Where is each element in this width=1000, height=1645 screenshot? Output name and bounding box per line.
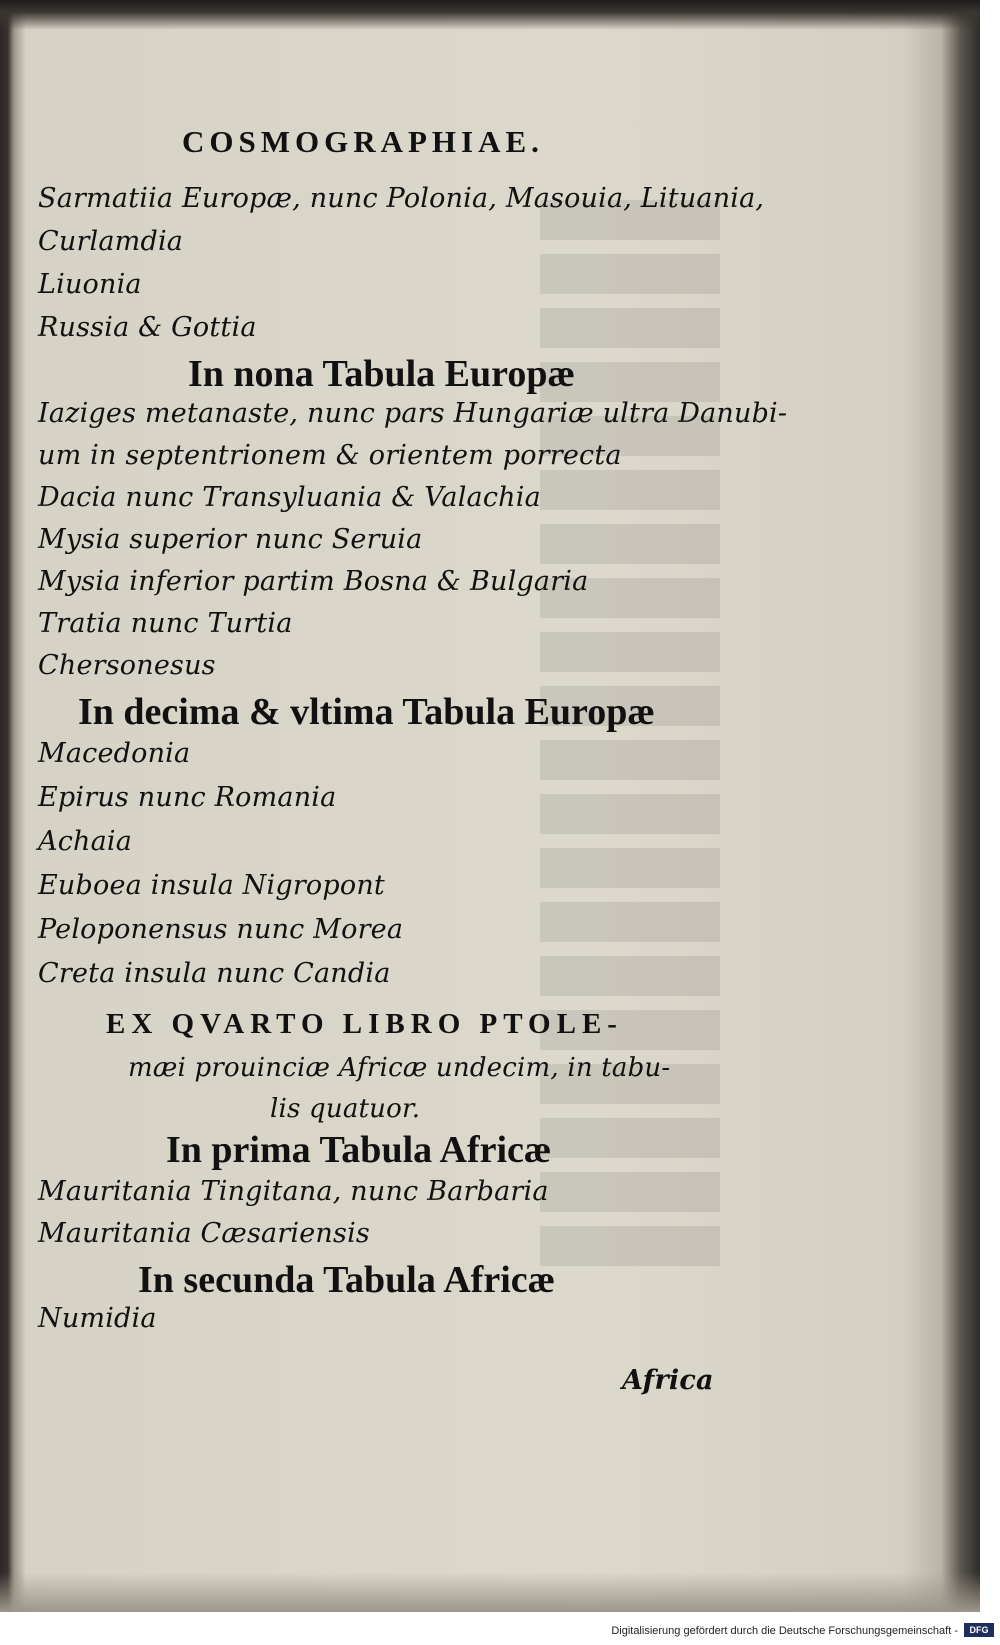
text-line: Mauritania Cæsariensis bbox=[38, 1218, 370, 1249]
text-line: Sarmatiia Europæ, nunc Polonia, Masouia, Lituania, bbox=[38, 183, 765, 214]
text-line: Macedonia bbox=[38, 738, 191, 769]
text-line: Peloponensus nunc Morea bbox=[38, 914, 404, 945]
book-section-subtitle: lis quatuor. bbox=[270, 1094, 421, 1124]
text-line: Tratia nunc Turtia bbox=[38, 608, 293, 639]
book-section-subtitle: mæi prouinciæ Africæ undecim, in tabu- bbox=[128, 1053, 671, 1083]
section-heading: In nona Tabula Europæ bbox=[188, 353, 575, 395]
text-line: Epirus nunc Romania bbox=[38, 782, 337, 813]
text-line: Euboea insula Nigropont bbox=[38, 870, 385, 901]
text-line: Dacia nunc Transyluania & Valachia bbox=[38, 482, 541, 513]
text-line: Mauritania Tingitana, nunc Barbaria bbox=[38, 1176, 549, 1207]
text-line: Iaziges metanaste, nunc pars Hungariæ ultra Danubi- bbox=[38, 398, 788, 429]
catchword: Africa bbox=[622, 1365, 714, 1396]
section-heading: In prima Tabula Africæ bbox=[166, 1129, 552, 1171]
text-line: Liuonia bbox=[38, 269, 142, 300]
footer-credit: Digitalisierung gefördert durch die Deutsche Forschungsgemeinschaft - bbox=[611, 1625, 958, 1637]
section-heading: In decima & vltima Tabula Europæ bbox=[78, 691, 655, 733]
book-section-title: EX QVARTO LIBRO PTOLE- bbox=[106, 1008, 623, 1040]
text-line: Chersonesus bbox=[38, 650, 216, 681]
text-line: Mysia inferior partim Bosna & Bulgaria bbox=[38, 566, 589, 597]
text-line: um in septentrionem & orientem porrecta bbox=[38, 440, 622, 471]
text-line: Creta insula nunc Candia bbox=[38, 958, 391, 989]
text-line: Numidia bbox=[38, 1303, 157, 1334]
text-line: Achaia bbox=[38, 826, 133, 857]
text-line: Russia & Gottia bbox=[38, 312, 257, 343]
section-heading: In secunda Tabula Africæ bbox=[138, 1259, 556, 1301]
dfg-logo: DFG bbox=[964, 1623, 994, 1637]
text-line: Curlamdia bbox=[38, 226, 184, 257]
running-head: COSMOGRAPHIAE. bbox=[182, 124, 544, 159]
text-line: Mysia superior nunc Seruia bbox=[38, 524, 423, 555]
